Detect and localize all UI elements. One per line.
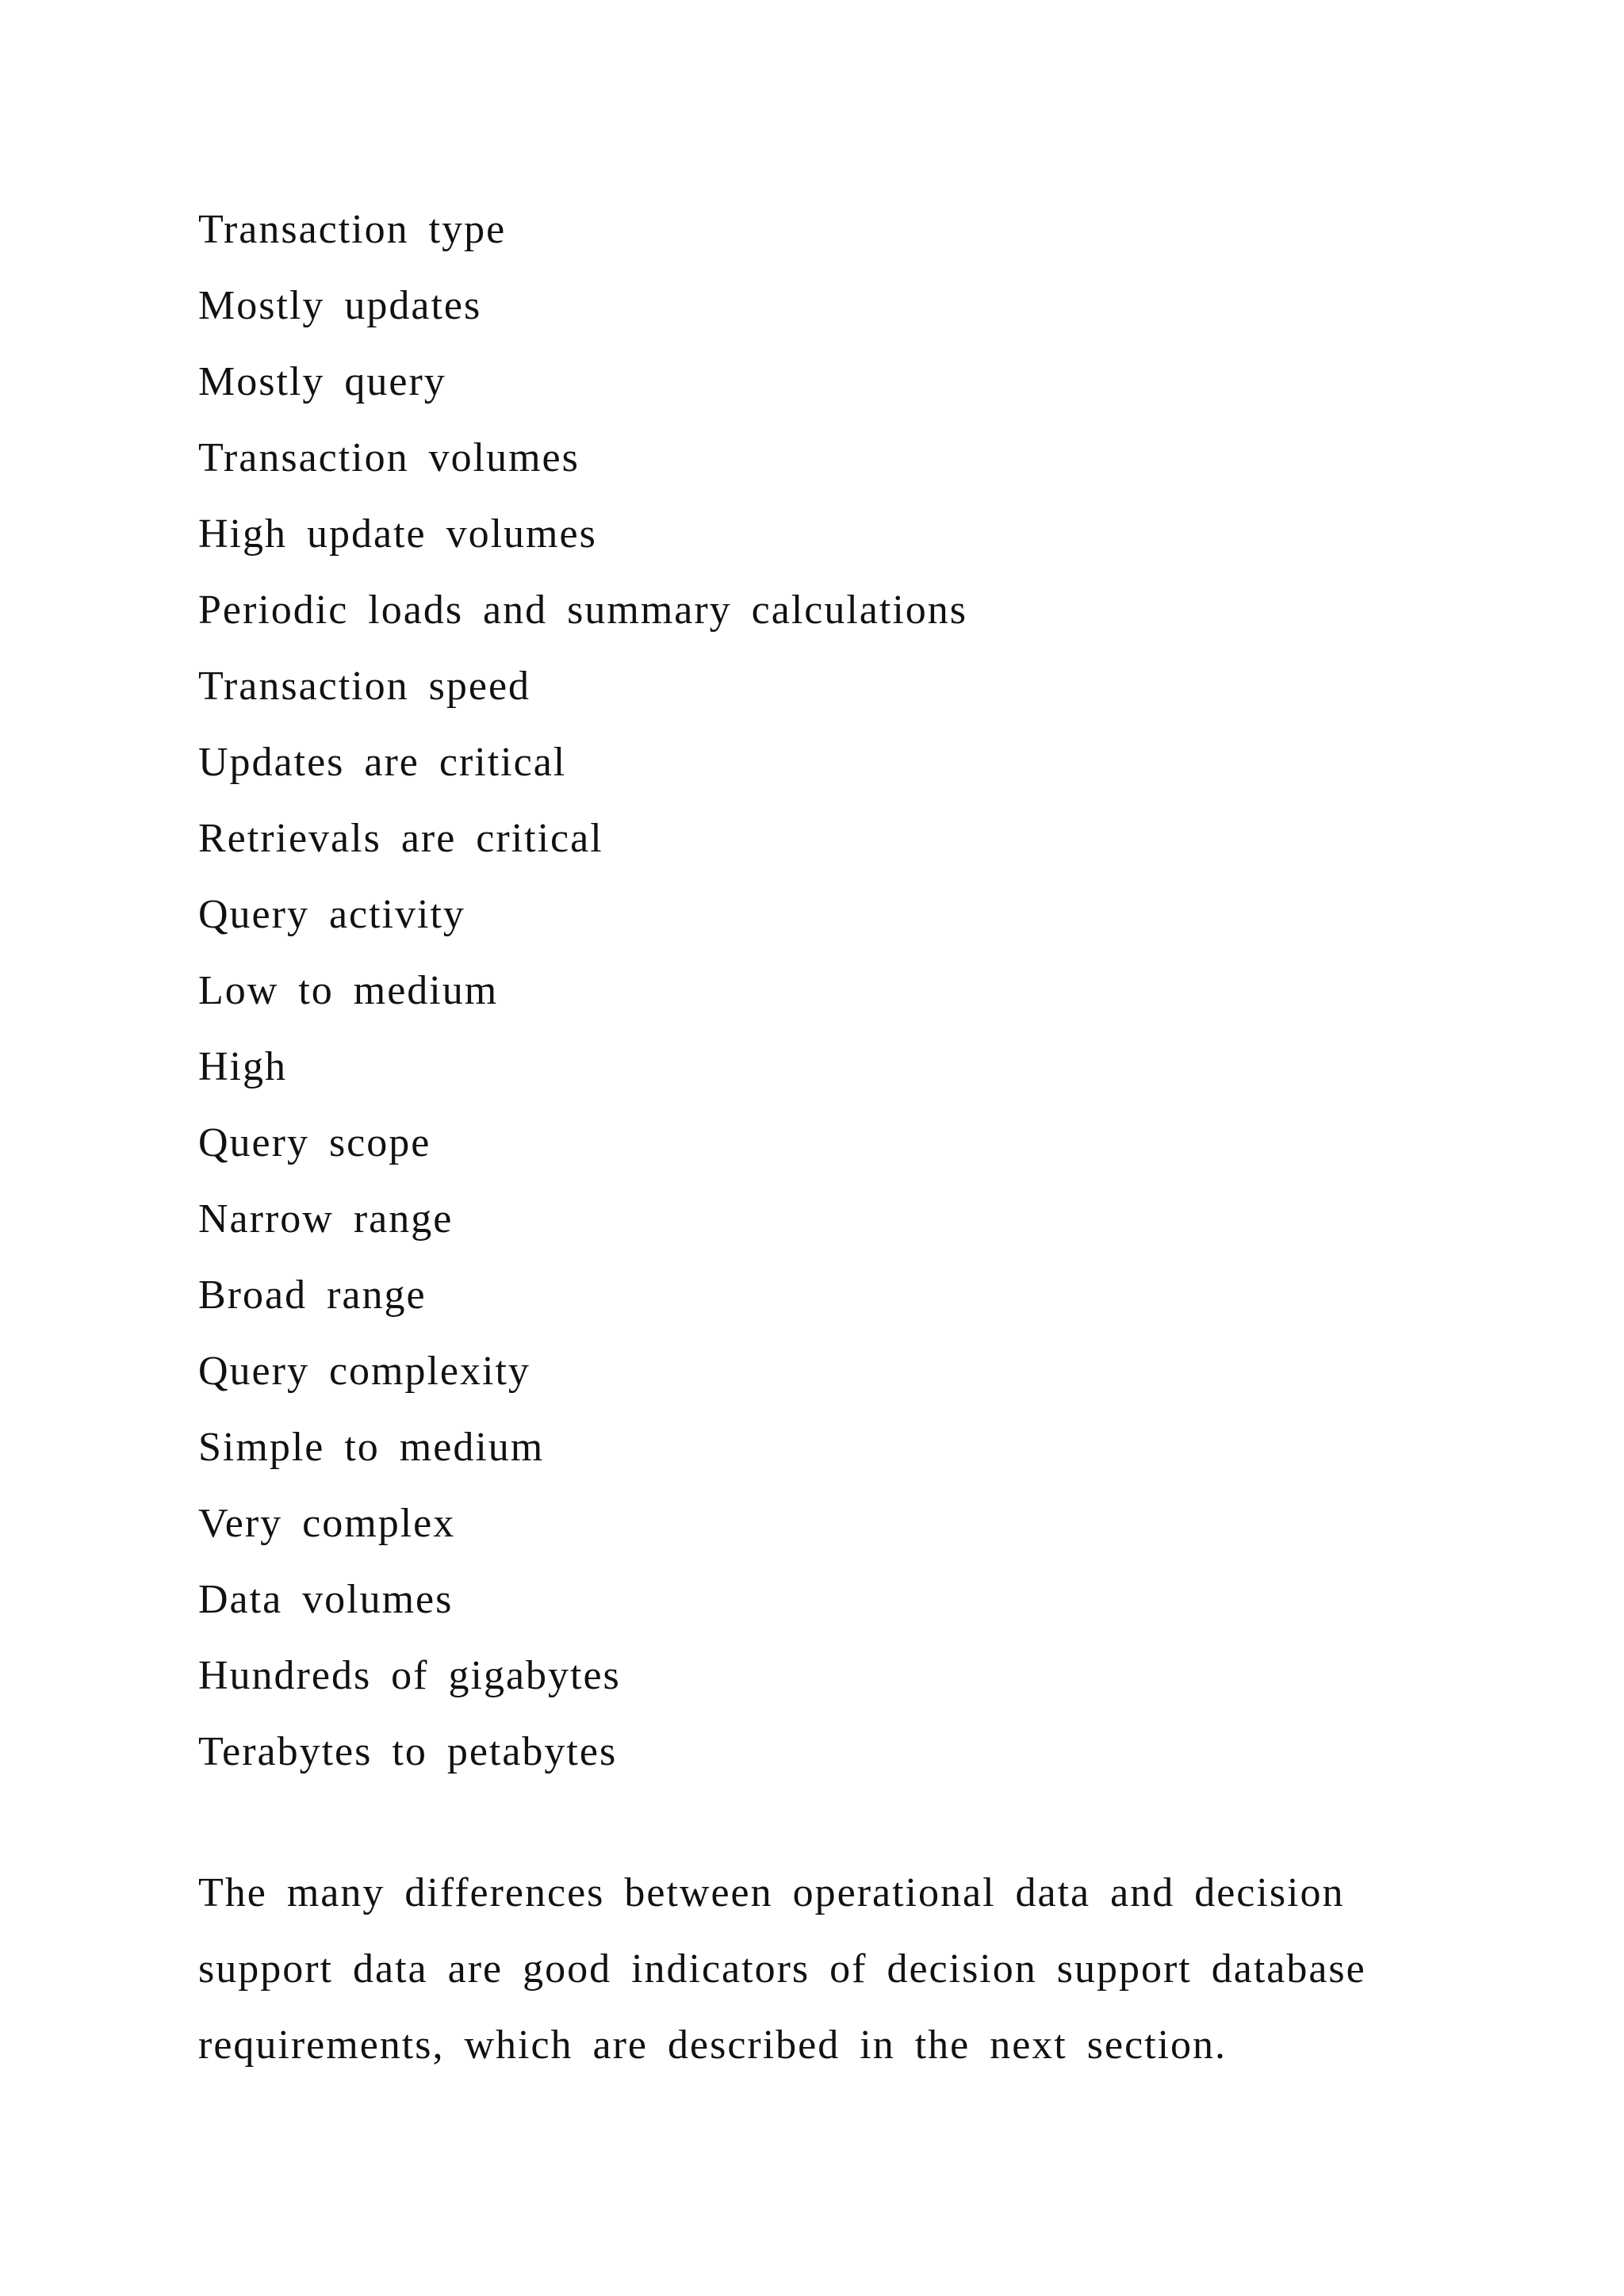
text-line: Updates are critical (198, 740, 567, 785)
text-line: Retrievals are critical (198, 816, 603, 861)
text-line: Transaction type (198, 207, 507, 252)
text-line: Broad range (198, 1272, 427, 1318)
text-line: Low to medium (198, 968, 499, 1013)
paragraph-line: support data are good indicators of decision support database (198, 1946, 1366, 1992)
summary-paragraph (198, 1855, 1435, 2084)
text-line: Terabytes to petabytes (198, 1729, 618, 1774)
text-line: Very complex (198, 1501, 456, 1546)
paragraph-line: requirements, which are described in the next section. (198, 2022, 1228, 2068)
text-line: Transaction speed (198, 664, 531, 709)
text-line: High (198, 1044, 287, 1089)
text-line: Transaction volumes (198, 435, 580, 480)
text-line: Query scope (198, 1120, 431, 1165)
text-line: Hundreds of gigabytes (198, 1653, 621, 1698)
paragraph-line: The many differences between operational data and decision (198, 1870, 1345, 1915)
text-line: High update volumes (198, 511, 597, 557)
text-line: Simple to medium (198, 1425, 545, 1470)
text-line: Mostly query (198, 359, 446, 404)
text-line: Data volumes (198, 1577, 454, 1622)
text-line: Narrow range (198, 1196, 454, 1242)
comparison-line-list (198, 192, 967, 1790)
text-line: Periodic loads and summary calculations (198, 587, 968, 633)
text-line: Mostly updates (198, 283, 482, 328)
text-line: Query complexity (198, 1349, 530, 1394)
text-line: Query activity (198, 892, 465, 937)
